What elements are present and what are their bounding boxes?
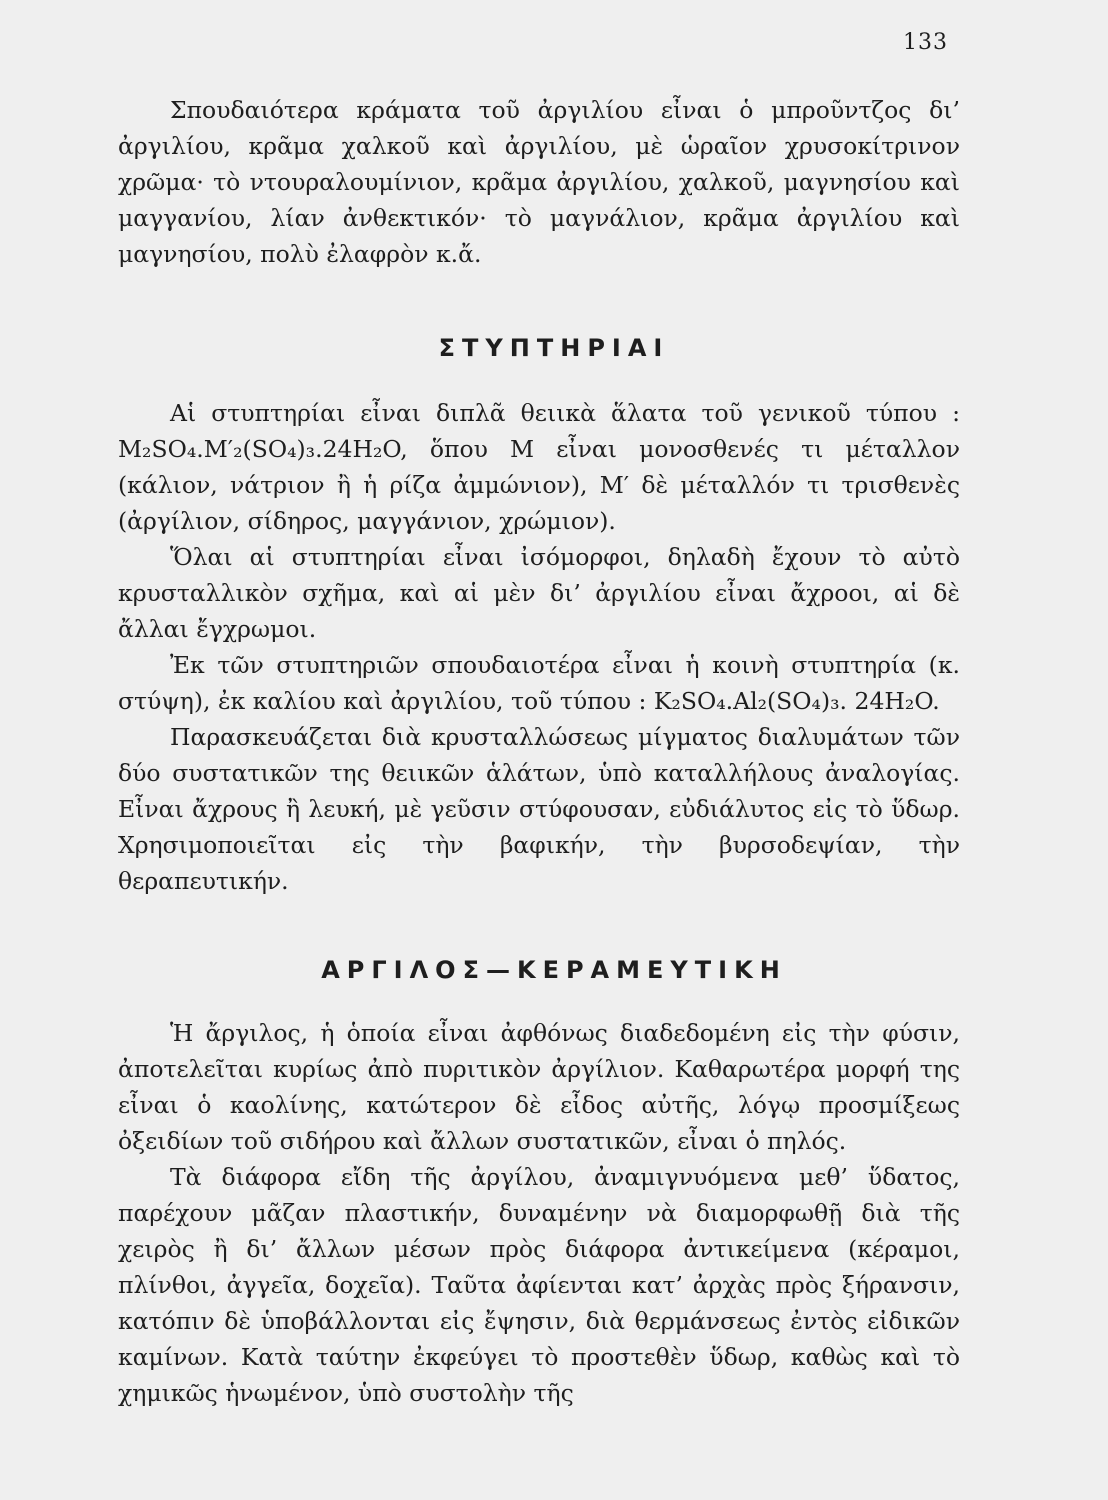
alums-paragraph-3: Ἐκ τῶν στυπτηριῶν σπουδαιοτέρα εἶναι ἡ κοινὴ στυπτηρία (κ. στύψη), ἐκ καλίου καὶ ἀργιλίου, τοῦ τύπου : K₂SO₄.Al₂(SO₄)₃. 24H₂O. xyxy=(118,651,960,715)
page-number: 133 xyxy=(903,30,948,55)
alums-block xyxy=(118,395,960,899)
alums-paragraph-1: Αἱ στυπτηρίαι εἶναι διπλᾶ θειικὰ ἅλατα τοῦ γενικοῦ τύπου : M₂SO₄.M′₂(SO₄)₃.24H₂O, ὅπου M εἶναι μονοσθενές τι μέταλλον (κάλιον, νάτριον ἢ ἡ ρίζα ἀμμώνιον), M′ δὲ μέταλλόν τι τρισθενὲς (ἀργίλιον, σίδηρος, μαγγάνιον, χρώμιον). xyxy=(118,399,960,535)
alums-paragraph-2: Ὅλαι αἱ στυπτηρίαι εἶναι ἰσόμορφοι, δηλαδὴ ἔχουν τὸ αὐτὸ κρυσταλλικὸν σχῆμα, καὶ αἱ μὲν δι’ ἀργιλίου εἶναι ἄχροοι, αἱ δὲ ἄλλαι ἔγχρωμοι. xyxy=(118,543,960,643)
clay-block xyxy=(118,1015,960,1411)
alums-paragraph-4: Παρασκευάζεται διὰ κρυσταλλώσεως μίγματος διαλυμάτων τῶν δύο συστατικῶν της θειικῶν ἁλάτων, ὑπὸ καταλλήλους ἀναλογίας. Εἶναι ἄχρους ἢ λευκή, μὲ γεῦσιν στύφουσαν, εὐδιάλυτος εἰς τὸ ὕδωρ. Χρησιμοποιεῖται εἰς τὴν βαφικήν, τὴν βυρσοδεψίαν, τὴν θεραπευτικήν. xyxy=(118,723,960,895)
clay-paragraph-2: Τὰ διάφορα εἴδη τῆς ἀργίλου, ἀναμιγνυόμενα μεθ’ ὕδατος, παρέχουν μᾶζαν πλαστικήν, δυναμένην νὰ διαμορφωθῇ διὰ τῆς χειρὸς ἢ δι’ ἄλλων μέσων πρὸς διάφορα ἀντικείμενα (κέραμοι, πλίνθοι, ἀγγεῖα, δοχεῖα). Ταῦτα ἀφίενται κατ’ ἀρχὰς πρὸς ξήρανσιν, κατόπιν δὲ ὑποβάλλονται εἰς ἔψησιν, διὰ θερμάνσεως ἐντὸς εἰδικῶν καμίνων. Κατὰ ταύτην ἐκφεύγει τὸ προστεθὲν ὕδωρ, καθὼς καὶ τὸ χημικῶς ἡνωμένον, ὑπὸ συστολὴν τῆς xyxy=(118,1163,960,1407)
intro-block xyxy=(118,92,960,272)
section-heading-alums: ΣΤΥΠΤΗΡΙΑΙ xyxy=(438,334,670,362)
intro-paragraph: Σπουδαιότερα κράματα τοῦ ἀργιλίου εἶναι ὁ μπροῦντζος δι’ ἀργιλίου, κρᾶμα χαλκοῦ καὶ ἀργιλίου, μὲ ὡραῖον χρυσοκίτρινον χρῶμα· τὸ ντουραλουμίνιον, κρᾶμα ἀργιλίου, χαλκοῦ, μαγνησίου καὶ μαγγανίου, λίαν ἀνθεκτικόν· τὸ μαγνάλιον, κρᾶμα ἀργιλίου καὶ μαγνησίου, πολὺ ἐλαφρὸν κ.ἄ. xyxy=(118,96,960,268)
section-heading-clay-ceramics: ΑΡΓΙΛΟΣ—ΚΕΡΑΜΕΥΤΙΚΗ xyxy=(321,956,787,984)
clay-paragraph-1: Ἡ ἄργιλος, ἡ ὁποία εἶναι ἀφθόνως διαδεδομένη εἰς τὴν φύσιν, ἀποτελεῖται κυρίως ἀπὸ πυριτικὸν ἀργίλιον. Καθαρωτέρα μορφή της εἶναι ὁ καολίνης, κατώτερον δὲ εἶδος αὐτῆς, λόγῳ προσμίξεως ὀξειδίων τοῦ σιδήρου καὶ ἄλλων συστατικῶν, εἶναι ὁ πηλός. xyxy=(118,1019,960,1155)
